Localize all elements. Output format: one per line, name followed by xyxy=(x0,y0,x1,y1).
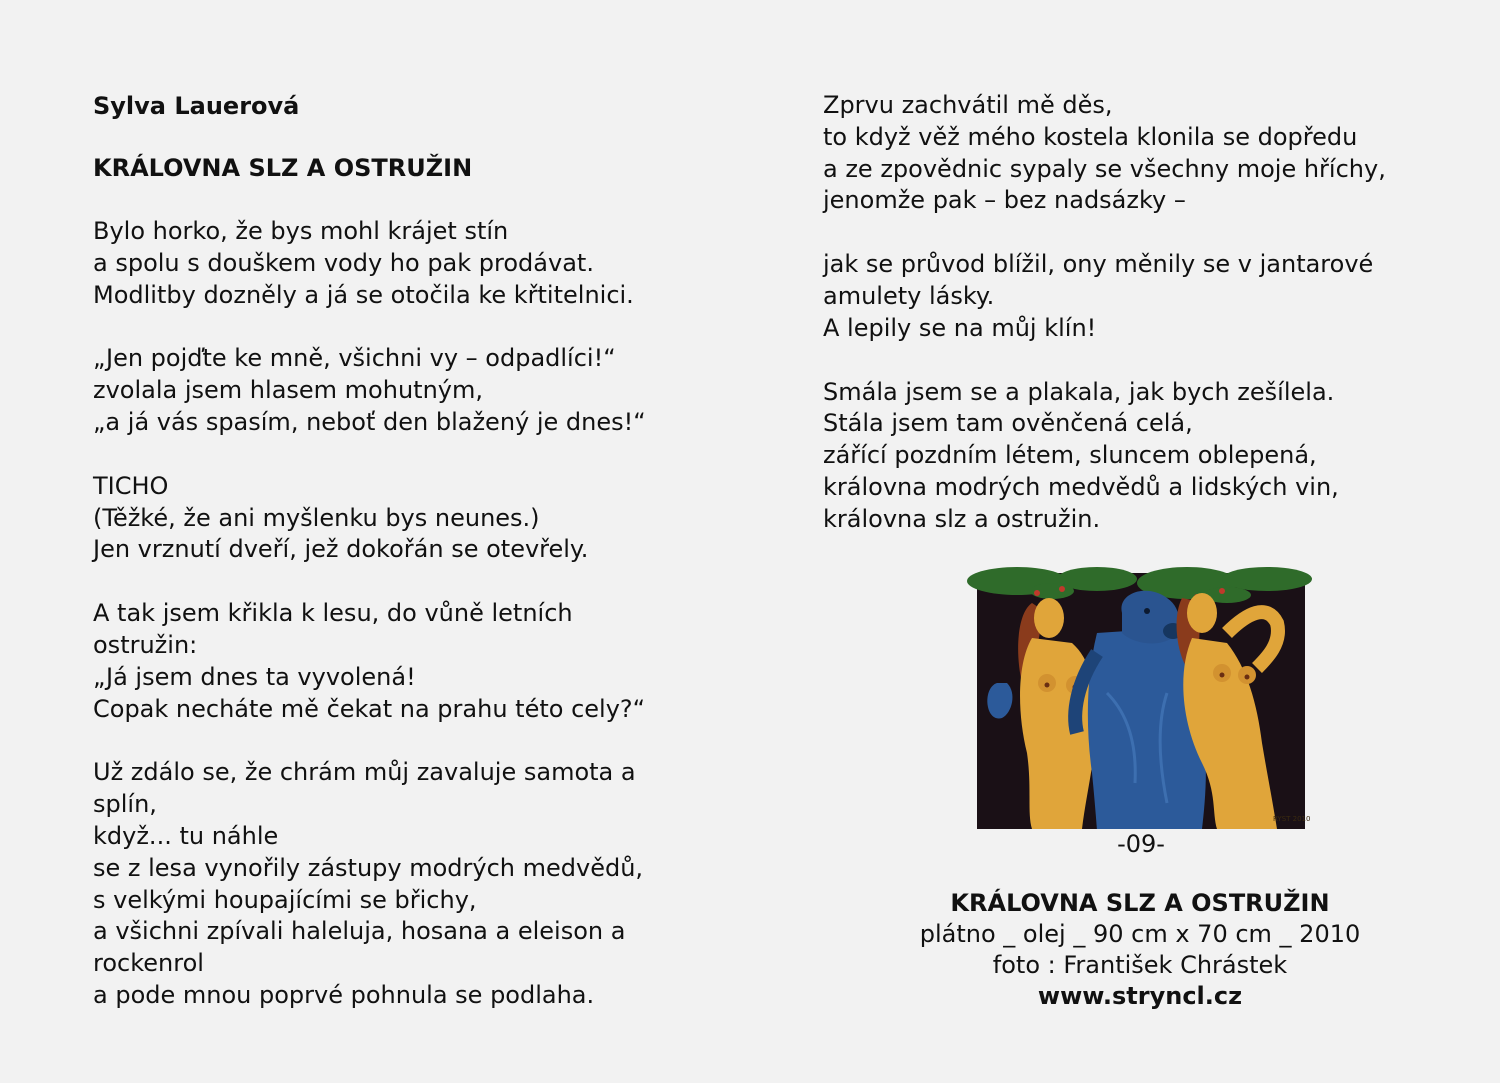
poem-line: A tak jsem křikla k lesu, do vůně letních xyxy=(93,599,573,628)
caption-photo-credit: foto : František Chrástek xyxy=(992,951,1288,979)
caption-title: KRÁLOVNA SLZ A OSTRUŽIN xyxy=(950,889,1330,917)
left-column xyxy=(93,90,753,1044)
poem-line: když... tu náhle xyxy=(93,821,279,850)
right-column xyxy=(823,90,1483,568)
poem-stanzas-left xyxy=(93,216,753,1012)
poem-stanzas-right xyxy=(823,90,1483,536)
stanza xyxy=(93,471,753,566)
poem-line: a všichni zpívali haleluja, hosana a eleison a xyxy=(93,917,626,946)
poem-line: „a já vás spasím, neboť den blažený je dnes!“ xyxy=(93,407,646,436)
stanza xyxy=(823,249,1483,344)
page-number: -09- xyxy=(1117,830,1165,858)
stanza xyxy=(93,757,753,1011)
caption-medium: plátno _ olej _ 90 cm x 70 cm _ 2010 xyxy=(919,920,1361,948)
stanza xyxy=(93,216,753,311)
poem-line: Už zdálo se, že chrám můj zavaluje samota a xyxy=(93,758,636,787)
poem-title: KRÁLOVNA SLZ A OSTRUŽIN xyxy=(93,154,473,182)
stanza xyxy=(93,343,753,438)
poem-line: jenomže pak – bez nadsázky – xyxy=(823,186,1186,215)
poem-line: „Já jsem dnes ta vyvolená! xyxy=(93,662,416,691)
author-name: Sylva Lauerová xyxy=(93,92,300,120)
poem-line: Smála jsem se a plakala, jak bych zešílela. xyxy=(823,377,1335,406)
poem-line: a pode mnou poprvé pohnula se podlaha. xyxy=(93,980,595,1009)
poem-line: královna slz a ostružin. xyxy=(823,504,1101,533)
poem-line: Zprvu zachvátil mě děs, xyxy=(823,91,1113,119)
poem-line: zvolala jsem hlasem mohutným, xyxy=(93,376,483,405)
painting-illustration xyxy=(977,573,1311,829)
poem-line: amulety lásky. xyxy=(823,281,995,310)
poem-line: splín, xyxy=(93,790,157,819)
poem-line: s velkými houpajícími se břichy, xyxy=(93,885,477,914)
poem-line: Modlitby dozněly a já se otočila ke křtitelnici. xyxy=(93,280,634,309)
poem-line: Copak necháte mě čekat na prahu této cely?“ xyxy=(93,694,646,723)
stanza xyxy=(823,377,1483,536)
stanza xyxy=(93,598,753,725)
poem-line: zářící pozdním létem, sluncem oblepená, xyxy=(823,441,1317,470)
poem-line: jak se průvod blížil, ony měnily se v jantarové xyxy=(823,250,1374,279)
painting-image xyxy=(977,573,1311,829)
poem-line: královna modrých medvědů a lidských vin, xyxy=(823,472,1339,501)
poem-line: ostružin: xyxy=(93,630,198,659)
poem-line: „Jen pojďte ke mně, všichni vy – odpadlíci!“ xyxy=(93,344,616,373)
poem-line: Stála jsem tam ověnčená celá, xyxy=(823,409,1193,438)
poem-line: Jen vrznutí dveří, jež dokořán se otevřely. xyxy=(93,535,589,564)
poem-line: se z lesa vynořily zástupy modrých medvědů, xyxy=(93,853,644,882)
poem-line: Bylo horko, že bys mohl krájet stín xyxy=(93,217,509,245)
caption-website-link[interactable]: www.stryncl.cz xyxy=(1037,982,1243,1010)
poem-line: to když věž mého kostela klonila se dopředu xyxy=(823,122,1358,151)
poem-line: A lepily se na můj klín! xyxy=(823,313,1097,342)
poem-line: a ze zpovědnic sypaly se všechny moje hříchy, xyxy=(823,154,1386,183)
poem-line: a spolu s douškem vody ho pak prodávat. xyxy=(93,248,594,277)
painting-signature: RYST 2010 xyxy=(1273,815,1311,823)
poem-line: rockenrol xyxy=(93,949,204,978)
painting-caption xyxy=(840,888,1440,1012)
poem-line: (Těžké, že ani myšlenku bys neunes.) xyxy=(93,503,540,532)
poem-line: TICHO xyxy=(93,471,169,500)
stanza xyxy=(823,90,1483,217)
